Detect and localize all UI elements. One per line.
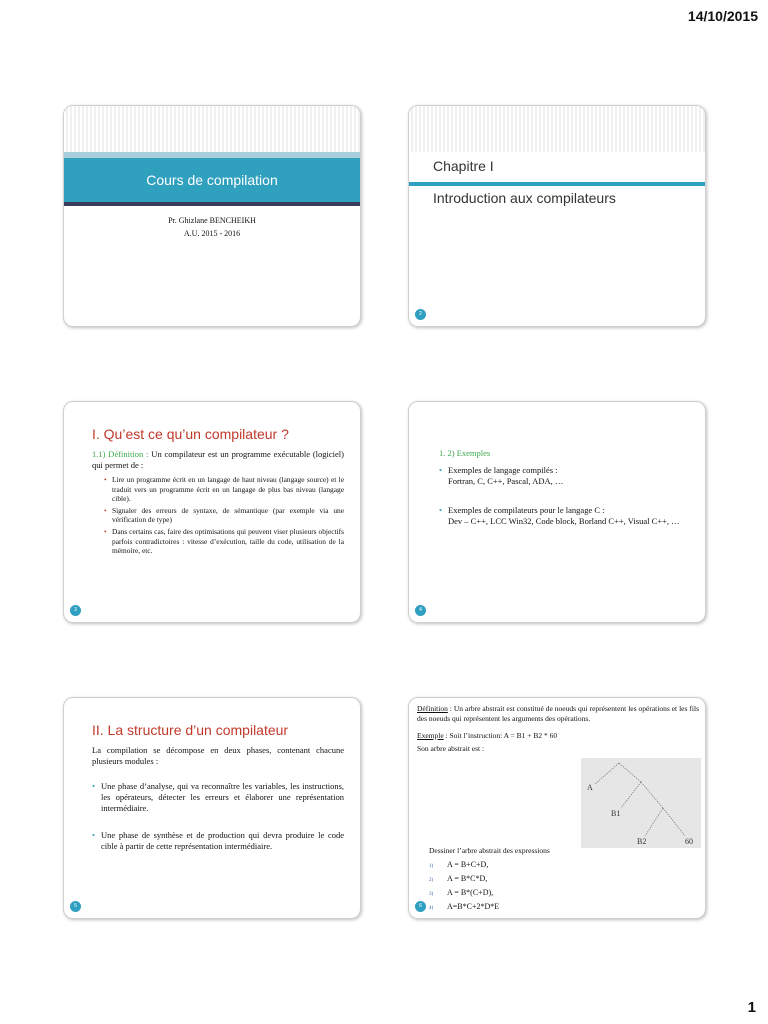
- chapter-title: Chapitre I: [433, 158, 494, 174]
- definition: [417, 704, 699, 723]
- chapter-subtitle: Introduction aux compilateurs: [433, 190, 616, 206]
- list-item: • Dans certains cas, faire des optimisations qui peuvent viser plusieurs objectifs parfois contradictoires : vitesse d’exécution, taille du code, utilisation de la mémoire, etc.: [104, 527, 344, 556]
- example-text: : Soit l’instruction: A = B1 + B2 * 60: [443, 731, 558, 740]
- definition-label: Définition: [417, 704, 448, 713]
- list-item: 3) A = B*(C+D),: [429, 888, 494, 897]
- list-item-detail: Fortran, C, C++, Pascal, ADA, …: [448, 476, 564, 486]
- tree-edge: [663, 808, 685, 836]
- bullet-list: [439, 465, 689, 527]
- decorative-stripes: [409, 106, 705, 152]
- abstract-syntax-tree-figure: [581, 758, 701, 848]
- author-block: [64, 214, 360, 240]
- title-band-bottom: [64, 202, 360, 206]
- list-item: • Une phase d’analyse, qui va reconnaître les variables, les instructions, les opérateurs, détecter les erreurs et élaborer une représentation intermédiaire.: [92, 781, 344, 814]
- tree-node-b2: B2: [637, 837, 647, 846]
- list-item: • Lire un programme écrit en un langage de haut niveau (langage source) et le traduit vers un programme écrit en un langage de plus bas niveau (langage cible).: [104, 475, 344, 504]
- slide-number-badge: 5: [70, 901, 81, 912]
- tree-diagram: [581, 758, 701, 848]
- slide-number-badge: 6: [415, 901, 426, 912]
- list-item-detail: Dev – C++, LCC Win32, Code block, Borland C++, Visual C++, …: [448, 516, 680, 526]
- tree-edge: [621, 782, 641, 808]
- exercise-block: [429, 845, 689, 915]
- list-item: 2) A = B*C*D,: [429, 874, 488, 883]
- slide-title: I. Qu’est ce qu’un compilateur ?: [92, 426, 289, 442]
- document-date: 14/10/2015: [687, 8, 758, 24]
- example: [417, 730, 699, 741]
- slide-title: II. La structure d’un compilateur: [92, 722, 289, 738]
- tree-edge: [641, 782, 663, 808]
- slide-3: [63, 401, 361, 623]
- list-item: 4) A=B*C+2*D*E: [429, 902, 500, 911]
- slide-title: Cours de compilation: [64, 158, 360, 202]
- tree-caption: Son arbre abstrait est :: [417, 744, 485, 753]
- list-item: 1) A = B+C+D,: [429, 860, 489, 869]
- slide-body: [417, 704, 699, 754]
- tree-edge: [595, 763, 619, 784]
- decorative-stripes: [64, 106, 360, 152]
- slide-6: [408, 697, 706, 919]
- author-name: Pr. Ghizlane BENCHEIKH: [168, 216, 256, 225]
- exercise-text: Dessiner l’arbre abstrait des expressions: [429, 846, 550, 855]
- list-item-title: Exemples de langage compilés :: [448, 465, 558, 475]
- tree-edge: [645, 808, 663, 836]
- tree-node-60: 60: [685, 837, 693, 846]
- list-item: [439, 465, 689, 487]
- list-item: • Signaler des erreurs de syntaxe, de sémantique (par exemple via une vérification de type): [104, 506, 344, 525]
- chapter-bar: [409, 182, 705, 186]
- definition-text: Un compilateur est un programme exécutable (logiciel) qui permet de :: [92, 449, 344, 470]
- slide-2: [408, 105, 706, 327]
- slide-number-badge: 4: [415, 605, 426, 616]
- page-number: 1: [747, 999, 756, 1016]
- slide-1: [63, 105, 361, 327]
- definition-label: 1.1) Définition :: [92, 449, 149, 459]
- list-item: • Une phase de synthèse et de production qui devra produire le code cible à partir de cette représentation intermédiaire.: [92, 830, 344, 852]
- slide-body: [439, 448, 689, 527]
- exercise-list: [429, 859, 689, 915]
- tree-node-b1: B1: [611, 809, 621, 818]
- example-label: Exemple: [417, 731, 444, 740]
- intro-text: La compilation se décompose en deux phases, contenant chacune plusieurs modules :: [92, 745, 344, 766]
- section-heading: 1. 2) Exemples: [439, 448, 491, 458]
- definition-text: : Un arbre abstrait est constitué de noeuds qui représentent les opérations et les fils des noeuds qui représentent les arguments des opérations.: [417, 704, 699, 723]
- tree-edge: [619, 763, 641, 782]
- slide-body: [92, 745, 344, 852]
- academic-year: A.U. 2015 - 2016: [183, 229, 241, 238]
- slide-4: [408, 401, 706, 623]
- list-item: [439, 505, 689, 527]
- slide-number-badge: 2: [415, 309, 426, 320]
- tree-node-a: A: [587, 783, 593, 792]
- slide-number-badge: 3: [70, 605, 81, 616]
- list-item-title: Exemples de compilateurs pour le langage C :: [448, 505, 605, 515]
- bullet-list: [104, 475, 344, 556]
- slide-body: [92, 449, 344, 558]
- slide-5: [63, 697, 361, 919]
- definition: [92, 449, 344, 471]
- bullet-list: [92, 781, 344, 852]
